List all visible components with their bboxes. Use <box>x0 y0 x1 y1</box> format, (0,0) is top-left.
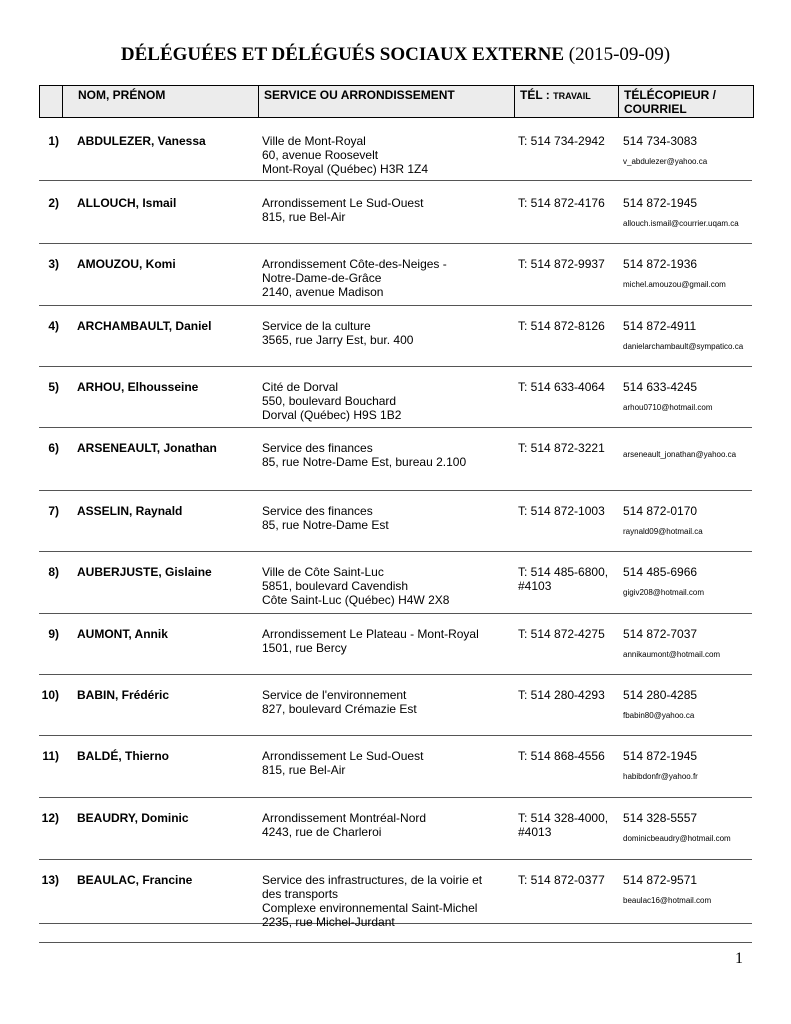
header-fax <box>624 88 716 116</box>
header-name: NOM, PRÉNOM <box>78 88 166 102</box>
fax-number: 514 872-1945 <box>623 749 698 763</box>
service-line: 827, boulevard Crémazie Est <box>262 702 417 716</box>
email-link[interactable]: beaulac16@hotmail.com <box>623 896 712 905</box>
email-link[interactable]: annikaumont@hotmail.com <box>623 650 721 659</box>
service-line: des transports <box>262 887 339 901</box>
row-number: 13) <box>41 873 59 887</box>
table-row <box>39 627 752 675</box>
header-divider <box>514 86 515 117</box>
service-address <box>262 811 502 839</box>
service-line: Service de la culture <box>262 319 371 333</box>
service-line: Cité de Dorval <box>262 380 339 394</box>
person-name: BABIN, Frédéric <box>77 688 170 702</box>
header-fax-line1: TÉLÉCOPIEUR / <box>624 88 717 102</box>
work-phone: T: 514 872-1003 <box>518 504 605 518</box>
work-phone: T: 514 872-8126 <box>518 319 605 333</box>
person-name: BEAUDRY, Dominic <box>77 811 189 825</box>
service-line: 5851, boulevard Cavendish <box>262 579 409 593</box>
table-row <box>39 749 752 798</box>
header-tel <box>520 88 591 103</box>
service-line: Ville de Côte Saint-Luc <box>262 565 384 579</box>
work-phone: T: 514 633-4064 <box>518 380 605 394</box>
fax-number: 514 872-1936 <box>623 257 698 271</box>
row-number: 6) <box>48 441 59 455</box>
email-link[interactable]: arseneault_jonathan@yahoo.ca <box>623 450 737 459</box>
service-line: Arrondissement Le Sud-Ouest <box>262 749 424 763</box>
service-line: 85, rue Notre-Dame Est <box>262 518 389 532</box>
table-row <box>39 134 752 181</box>
service-line: Notre-Dame-de-Grâce <box>262 271 382 285</box>
service-address <box>262 441 502 469</box>
email-link[interactable]: michel.amouzou@gmail.com <box>623 280 726 289</box>
email-link[interactable]: fbabin80@yahoo.ca <box>623 711 695 720</box>
title-text: DÉLÉGUÉES ET DÉLÉGUÉS SOCIAUX EXTERNE <box>120 44 565 65</box>
fax-email-cell <box>623 380 745 413</box>
header-service: SERVICE OU ARRONDISSEMENT <box>264 88 455 102</box>
row-number: 9) <box>48 627 59 641</box>
row-number: 12) <box>41 811 59 825</box>
service-address <box>262 504 502 532</box>
table-row <box>39 565 752 614</box>
row-number: 1) <box>48 134 59 148</box>
service-line: 1501, rue Bercy <box>262 641 347 655</box>
service-line: Arrondissement Le Sud-Ouest <box>262 196 424 210</box>
row-number: 4) <box>48 319 59 333</box>
row-number: 7) <box>48 504 59 518</box>
email-link[interactable]: habibdonfr@yahoo.fr <box>623 772 698 781</box>
service-line: Arrondissement Côte-des-Neiges - <box>262 257 447 271</box>
document-title <box>0 44 791 66</box>
service-address <box>262 257 502 299</box>
row-number: 8) <box>48 565 59 579</box>
header-tel-sub: TRAVAIL <box>553 91 591 101</box>
service-line: 60, avenue Roosevelt <box>262 148 379 162</box>
table-bottom-line <box>39 942 752 943</box>
title-date: (2015-09-09) <box>568 44 671 65</box>
header-divider <box>258 86 259 117</box>
fax-email-cell <box>623 688 745 721</box>
table-row <box>39 196 752 244</box>
service-address <box>262 627 502 655</box>
service-address <box>262 196 502 224</box>
fax-number: 514 485-6966 <box>623 565 698 579</box>
row-number: 11) <box>42 749 59 763</box>
table-row <box>39 688 752 736</box>
service-line: 85, rue Notre-Dame Est, bureau 2.100 <box>262 455 467 469</box>
table-row <box>39 380 752 428</box>
header-divider <box>618 86 619 117</box>
work-phone: T: 514 734-2942 <box>518 134 605 148</box>
fax-number: 514 872-9571 <box>623 873 698 887</box>
person-name: ARSENEAULT, Jonathan <box>77 441 217 455</box>
table-header <box>39 85 754 118</box>
table-row <box>39 319 752 367</box>
fax-email-cell <box>623 811 745 844</box>
person-name: ASSELIN, Raynald <box>77 504 183 518</box>
page-number: 1 <box>735 950 743 967</box>
service-line: 2140, avenue Madison <box>262 285 384 299</box>
table-row <box>39 811 752 860</box>
fax-email-cell <box>623 873 745 906</box>
fax-email-cell <box>623 441 745 460</box>
row-number: 2) <box>48 196 59 210</box>
fax-number: 514 872-7037 <box>623 627 698 641</box>
service-line: Service des finances <box>262 504 373 518</box>
email-link[interactable]: danielarchambault@sympatico.ca <box>623 342 744 351</box>
fax-email-cell <box>623 319 745 352</box>
work-phone: T: 514 872-0377 <box>518 873 605 887</box>
service-line: Arrondissement Le Plateau - Mont-Royal <box>262 627 479 641</box>
fax-number: 514 734-3083 <box>623 134 698 148</box>
service-line: Service des finances <box>262 441 373 455</box>
person-name: ARCHAMBAULT, Daniel <box>77 319 212 333</box>
fax-number: 514 633-4245 <box>623 380 698 394</box>
work-phone: T: 514 872-9937 <box>518 257 605 271</box>
fax-email-cell <box>623 565 745 598</box>
service-line: Arrondissement Montréal-Nord <box>262 811 427 825</box>
person-name: BEAULAC, Francine <box>77 873 193 887</box>
work-phone: T: 514 872-3221 <box>518 441 605 455</box>
service-line: Dorval (Québec) H9S 1B2 <box>262 408 402 422</box>
service-address <box>262 873 502 929</box>
service-address <box>262 749 502 777</box>
row-number: 10) <box>41 688 59 702</box>
header-fax-line2: COURRIEL <box>624 102 687 116</box>
fax-email-cell <box>623 504 745 537</box>
service-address <box>262 319 502 347</box>
fax-email-cell <box>623 257 745 290</box>
work-phone: T: 514 872-4176 <box>518 196 605 210</box>
service-address <box>262 688 502 716</box>
table-row <box>39 441 752 491</box>
fax-number: 514 872-0170 <box>623 504 698 518</box>
fax-number: 514 872-4911 <box>623 319 697 333</box>
fax-number: 514 280-4285 <box>623 688 698 702</box>
email-link[interactable]: raynald09@hotmail.ca <box>623 527 703 536</box>
fax-email-cell <box>623 749 745 782</box>
fax-email-cell <box>623 196 745 229</box>
service-line: Ville de Mont-Royal <box>262 134 366 148</box>
service-line: 550, boulevard Bouchard <box>262 394 397 408</box>
email-link[interactable]: gigiv208@hotmail.com <box>623 588 705 597</box>
header-tel-main: TÉL : <box>520 88 550 102</box>
work-phone: T: 514 872-4275 <box>518 627 605 641</box>
work-phone: T: 514 328-4000, #4013 <box>518 811 609 839</box>
table-row <box>39 257 752 306</box>
work-phone: T: 514 868-4556 <box>518 749 605 763</box>
service-line: Complexe environnemental Saint-Michel <box>262 901 478 915</box>
row-number: 5) <box>48 380 59 394</box>
service-address <box>262 565 502 607</box>
service-line: Côte Saint-Luc (Québec) H4W 2X8 <box>262 593 450 607</box>
work-phone: T: 514 485-6800, #4103 <box>518 565 609 593</box>
service-line: Service de l'environnement <box>262 688 407 702</box>
service-line: 815, rue Bel-Air <box>262 763 346 777</box>
service-line: 815, rue Bel-Air <box>262 210 346 224</box>
fax-number: 514 328-5557 <box>623 811 698 825</box>
email-link[interactable]: v_abdulezer@yahoo.ca <box>623 157 708 166</box>
person-name: ABDULEZER, Vanessa <box>77 134 206 148</box>
service-line: 3565, rue Jarry Est, bur. 400 <box>262 333 414 347</box>
fax-email-cell <box>623 134 745 167</box>
service-address <box>262 380 502 422</box>
person-name: AMOUZOU, Komi <box>77 257 176 271</box>
row-number: 3) <box>48 257 59 271</box>
person-name: ALLOUCH, Ismail <box>77 196 177 210</box>
fax-email-cell <box>623 627 745 660</box>
person-name: AUBERJUSTE, Gislaine <box>77 565 212 579</box>
email-link[interactable]: arhou0710@hotmail.com <box>623 403 713 412</box>
email-link[interactable]: dominicbeaudry@hotmail.com <box>623 834 731 843</box>
person-name: ARHOU, Elhousseine <box>77 380 199 394</box>
service-line: Mont-Royal (Québec) H3R 1Z4 <box>262 162 429 176</box>
table-row <box>39 873 752 929</box>
work-phone: T: 514 280-4293 <box>518 688 605 702</box>
fax-number: 514 872-1945 <box>623 196 698 210</box>
header-divider <box>62 86 63 117</box>
service-line: 4243, rue de Charleroi <box>262 825 382 839</box>
person-name: AUMONT, Annik <box>77 627 168 641</box>
person-name: BALDÉ, Thierno <box>77 749 169 763</box>
service-address <box>262 134 502 176</box>
service-line: Service des infrastructures, de la voirie et <box>262 873 483 887</box>
table-row <box>39 504 752 552</box>
email-link[interactable]: allouch.ismail@courrier.uqam.ca <box>623 219 739 228</box>
service-line: 2235, rue Michel-Jurdant <box>262 915 395 929</box>
